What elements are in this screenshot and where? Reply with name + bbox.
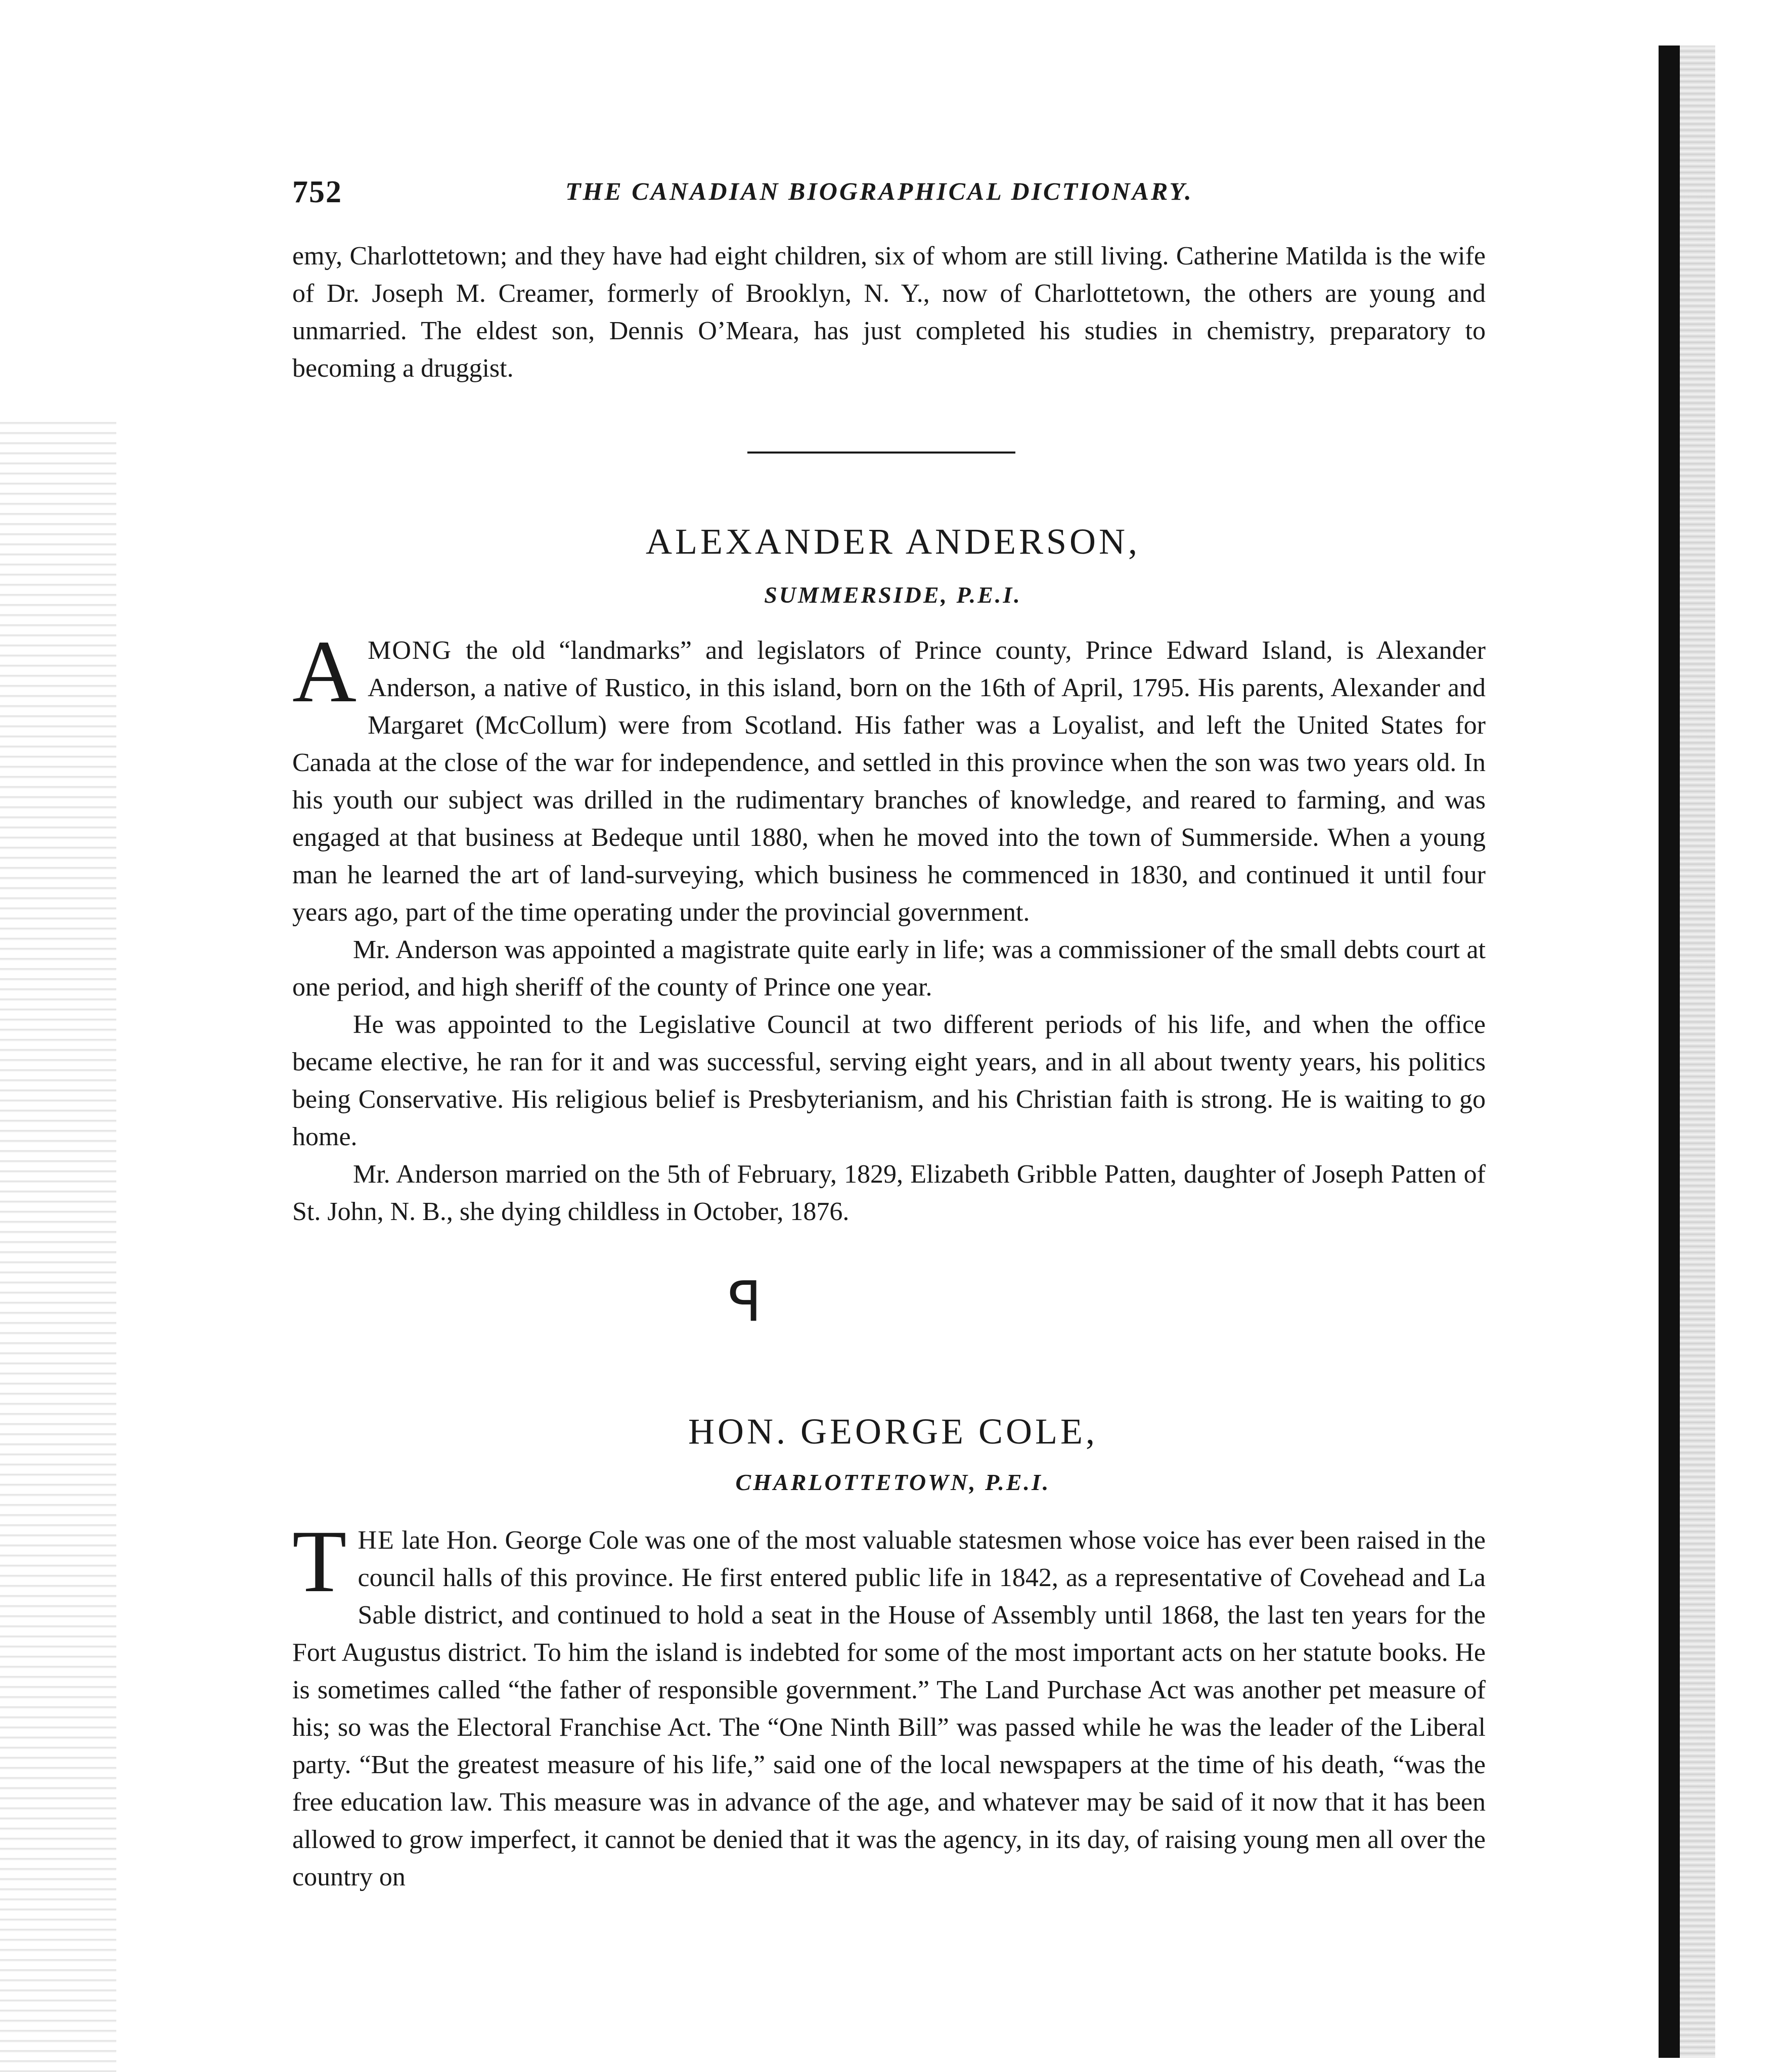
lead-word: HE: [358, 1526, 395, 1555]
paragraph-text: late Hon. George Cole was one of the most valuable statesmen whose voice has ever been raised in the council halls of this province. He first entered public life in 1842, as a representative of Covehead and La Sable district, and continued to hold a seat in the House of Assembly until 1868, the last ten years for the Fort Augustus district. To him the island is indebted for some of the most important acts on her statute books. He is sometimes called “the father of responsible government.” The Land Purchase Act was another pet measure of his; so was the Electoral Franchise Act. The “One Ninth Bill” was passed while he was the leader of the Liberal party. “But the greatest measure of his life,” said one of the local newspapers at the time of his death, “was the free education law. This measure was in advance of the age, and whatever may be said of it now that it has been allowed to grow imperfect, it cannot be denied that it was the agency, in its day, of raising young men all over the country on: [292, 1526, 1486, 1891]
anderson-paragraph-4: Mr. Anderson married on the 5th of February, 1829, Elizabeth Gribble Patten, daughter of Joseph Patten of St. John, N. B., she dying childless in October, 1876.: [292, 1160, 1486, 1226]
anderson-paragraph-3: He was appointed to the Legislative Council at two different periods of his life, and when the office became elective, he ran for it and was successful, serving eight years, and in all about twenty years, his politics being Conservative. His religious belief is Presbyterianism, and his Christian faith is strong. He is waiting to go home.: [292, 1010, 1486, 1151]
entry-place-cole: CHARLOTTETOWN, P.E.I.: [735, 1469, 1051, 1495]
drop-cap-letter: T: [292, 1512, 347, 1611]
running-title: THE CANADIAN BIOGRAPHICAL DICTIONARY.: [565, 177, 1193, 205]
anderson-paragraph-1: [292, 622, 1486, 931]
anderson-paragraph-2: Mr. Anderson was appointed a magistrate quite early in life; was a commissioner of the small debts court at one period, and high sheriff of the county of Prince one year.: [292, 935, 1486, 1002]
continuation-block: [292, 238, 1486, 387]
scan-spine-shadow-left: [0, 415, 116, 2072]
drop-cap-letter: A: [292, 622, 357, 721]
paragraph-text: the old “landmarks” and legislators of Prince county, Prince Edward Island, is Alexander Anderson, a native of Rustico, in this island, born on the 16th of April, 1795. His parents, Alexander and Margaret (McCollum) were from Scotland. His father was a Loyalist, and left the United States for Canada at the close of the war for independence, and settled in this province when the son was two years old. In his youth our subject was drilled in the rudimentary branches of knowledge, and reared to farming, and was engaged at that business at Bedeque until 1880, when he moved into the town of Summerside. When a young man he learned the art of land-surveying, which business he commenced in 1830, and continued it until four years ago, part of the time operating under the provincial government.: [292, 636, 1486, 927]
section-divider: [747, 452, 1015, 454]
cole-paragraph-1: [292, 1512, 1486, 1896]
page-number: 752: [292, 175, 342, 209]
entry-body-anderson: [292, 622, 1486, 1231]
entry-body-cole: [292, 1512, 1486, 1896]
entry-place-anderson: SUMMERSIDE, P.E.I.: [764, 582, 1022, 608]
entry-title-anderson: ALEXANDER ANDERSON,: [646, 521, 1140, 562]
scan-binding-edge: [1659, 46, 1680, 2058]
handwritten-margin-mark: ꟼ: [728, 1269, 762, 1334]
entry-title-cole: HON. GEORGE COLE,: [688, 1411, 1098, 1452]
scan-spine-shadow-right: [1680, 46, 1715, 2058]
continuation-paragraph: emy, Charlottetown; and they have had eight children, six of whom are still living. Catherine Matilda is the wife of Dr. Joseph M. Creamer, formerly of Brooklyn, N. Y., now of Charlottetown, the others are young and unmarried. The eldest son, Dennis O’Meara, has just completed his studies in chemistry, preparatory to becoming a druggist.: [292, 242, 1486, 383]
lead-word: MONG: [368, 636, 453, 665]
running-header: [292, 174, 1526, 220]
